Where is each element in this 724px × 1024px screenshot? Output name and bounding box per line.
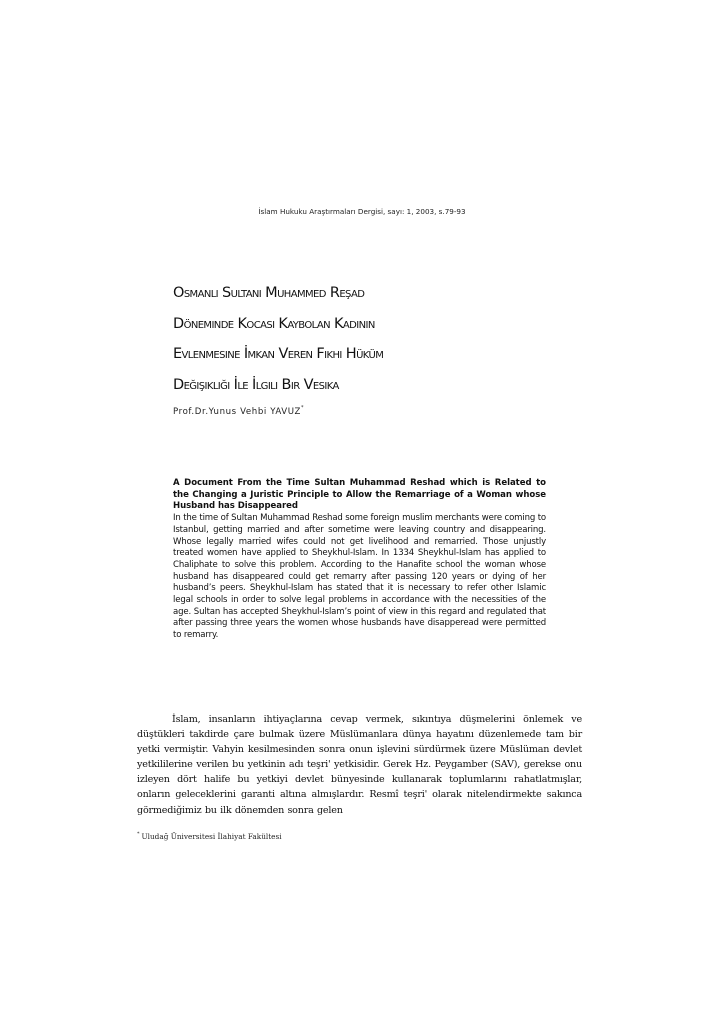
title-line-4: Değişikliği İle İlgili Bir Vesika [173, 376, 339, 393]
title-line-1: Osmanlı Sultanı Muhammed Reşad [173, 285, 365, 301]
footnote-mark: * [137, 831, 140, 837]
abstract-body: In the time of Sultan Muhammad Reshad some foreign muslim merchants were coming to Istanbul, getting married and after sometime were leaving country and disappearing. Whose legally married wifes could not get livelihood and remarried. Those unjustly treated women have applied to Sheykhul-Islam. In 1334 Sheykhul-Islam has applied to Chaliphate to solve this problem. According to the Hanafite school the woman whose husband has disappeared could get remarry after passing 120 years or dying of her husband’s peers. Sheykhul-Islam has stated that it is necessary to refer other Islamic legal schools in order to solve legal problems in accordance with the necessities of the age. Sultan has accepted Sheykhul-Islam’s point of view in this regard and regulated that after passing three years the women whose husbands have disapperead were permitted to remarry. [173, 513, 546, 641]
abstract-title: A Document From the Time Sultan Muhammad Reshad which is Related to the Changing a Juristic Principle to Allow the Remarriage of a Woman whose Husband has Disappeared [173, 478, 546, 512]
footnote-text: Uludağ Üniversitesi İlahiyat Fakültesi [141, 832, 282, 841]
author-name: Prof.Dr.Yunus Vehbi YAVUZ [173, 407, 302, 417]
footnote [137, 831, 282, 841]
body-text [137, 712, 582, 818]
title-line-2: Döneminde Kocası Kaybolan Kadının [173, 315, 375, 332]
author-line [173, 405, 304, 417]
abstract [173, 478, 546, 642]
article-title [173, 283, 383, 405]
title-line-3: Evlenmesine İmkan Veren Fıkhi Hüküm [173, 346, 384, 362]
body-paragraph: İslam, insanların ihtiyaçlarına cevap vermek, sıkıntıya düşmelerini önlemek ve düştükleri takdirde çare bulmak üzere Müslümanlara dünya hayatını düzenlemede tam bir yetki vermiştir. Vahyin kesilmesinden sonra onun işlevini sürdürmek üzere Müslüman devlet yetkililerine verilen bu yetkinin adı teşri' yetkisidir. Gerek Hz. Peygamber (SAV), gerekse onu izleyen dört halife bu yetkiyi devlet bünyesinde kullanarak toplumlarını rahatlatmışlar, onların geleceklerini garanti altına almışlardır. Resmî teşri' olarak nitelendirmekte sakınca görmediğimiz bu ilk dönemden sonra gelen [137, 714, 582, 816]
running-head: İslam Hukuku Araştırmaları Dergisi, sayı: 1, 2003, s.79-93 [258, 207, 466, 216]
author-footnote-mark: * [301, 405, 305, 411]
